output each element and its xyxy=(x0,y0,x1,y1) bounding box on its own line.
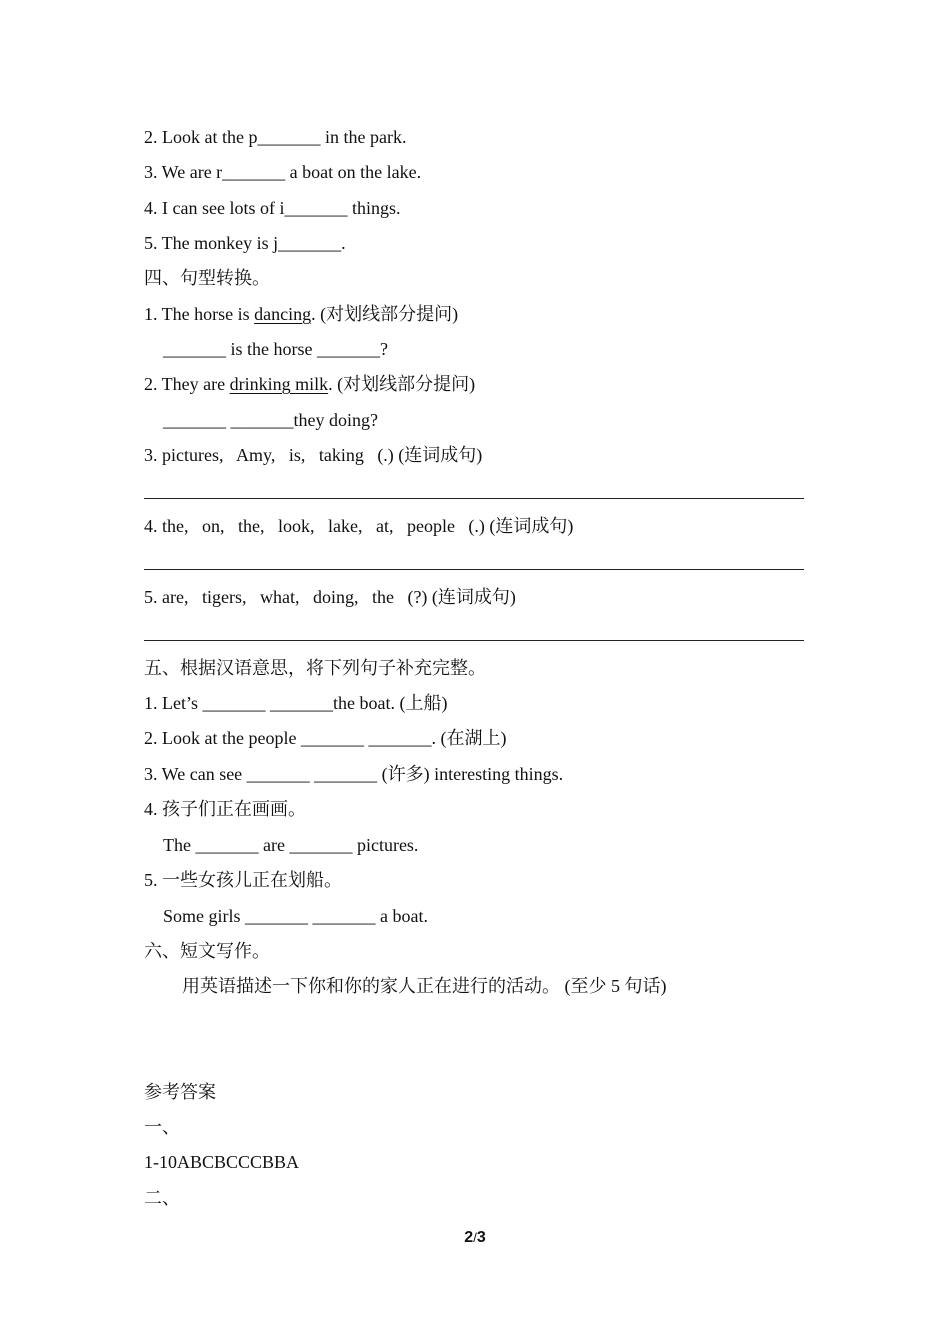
section-6-heading: 六、短文写作。 xyxy=(144,941,270,961)
s5-q5-answer-line: Some girls _______ _______ a boat. xyxy=(163,906,428,926)
s4-question-1 xyxy=(144,303,458,325)
section-5-heading: 五、根据汉语意思，将下列句子补充完整。 xyxy=(144,658,486,678)
s5-question-5: 5. 一些女孩儿正在划船。 xyxy=(144,870,342,890)
s4-question-3: 3. pictures, Amy, is, taking (.) (连词成句) xyxy=(144,445,483,465)
answer-key-title: 参考答案 xyxy=(144,1082,216,1102)
exercise-s3-item-5: 5. The monkey is j_______. xyxy=(144,233,346,253)
exercise-s3-item-4: 4. I can see lots of i_______ things. xyxy=(144,198,401,218)
s5-question-4: 4. 孩子们正在画画。 xyxy=(144,799,306,819)
s4-question-4: 4. the, on, the, look, lake, at, people (.) (连词成句) xyxy=(144,516,574,536)
section-4-heading: 四、句型转换。 xyxy=(144,268,270,288)
s4-question-5: 5. are, tigers, what, doing, the (?) (连词成句) xyxy=(144,587,516,607)
page-separator: / xyxy=(473,1230,477,1245)
answer-part-2-label: 二、 xyxy=(144,1188,180,1208)
s4-q1-pre: 1. The horse is xyxy=(144,304,255,324)
s5-question-2: 2. Look at the people _______ _______. (在湖上) xyxy=(144,728,507,748)
s4-q1-underlined: dancing xyxy=(254,304,312,324)
s4-q1-post: . (对划线部分提问) xyxy=(311,304,459,324)
s4-q1-answer-line: _______ is the horse _______? xyxy=(163,339,388,359)
s5-q4-answer-line: The _______ are _______ pictures. xyxy=(163,835,419,855)
page-number xyxy=(0,1229,950,1247)
exercise-s3-item-3: 3. We are r_______ a boat on the lake. xyxy=(144,162,422,182)
writing-prompt: 用英语描述一下你和你的家人正在进行的活动。 (至少 5 句话) xyxy=(182,976,667,996)
s4-q2-underlined: drinking milk xyxy=(229,374,329,394)
s5-question-1: 1. Let’s _______ _______the boat. (上船) xyxy=(144,693,448,713)
answer-rule xyxy=(144,640,804,641)
answer-rule xyxy=(144,498,804,499)
answer-part-1-label: 一、 xyxy=(144,1117,180,1137)
s4-q2-answer-line: _______ _______they doing? xyxy=(163,410,378,430)
page-total: 3 xyxy=(476,1229,486,1246)
s4-q2-pre: 2. They are xyxy=(144,374,230,394)
answer-rule xyxy=(144,569,804,570)
answer-part-1-value: 1-10ABCBCCCBBA xyxy=(144,1152,300,1172)
s5-question-3: 3. We can see _______ _______ (许多) interesting things. xyxy=(144,764,564,784)
exercise-s3-item-2: 2. Look at the p_______ in the park. xyxy=(144,127,407,147)
page-current: 2 xyxy=(464,1229,474,1246)
s4-q2-post: . (对划线部分提问) xyxy=(328,374,476,394)
s4-question-2 xyxy=(144,373,475,395)
